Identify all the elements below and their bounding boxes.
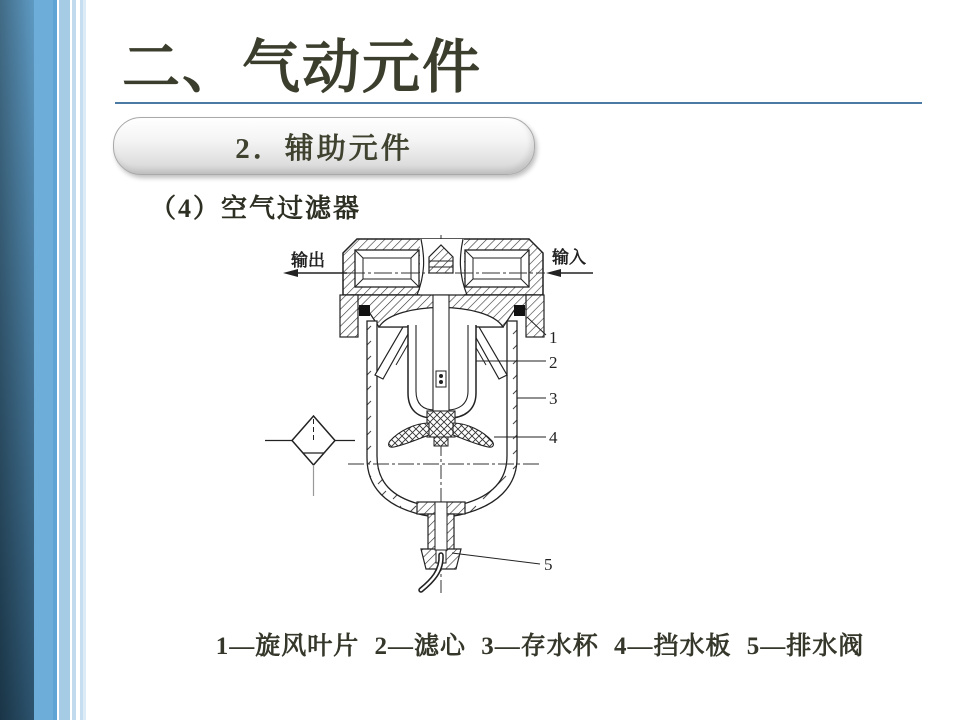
- side-lug-left: [340, 295, 358, 337]
- inlet-arrow-icon: [546, 269, 561, 277]
- slide-subtitle: （4）空气过滤器: [150, 194, 362, 223]
- seal-left: [359, 305, 370, 316]
- baffle-plate: [389, 411, 494, 447]
- outlet-label: 输出: [291, 251, 325, 270]
- stripe-bar: [83, 0, 86, 720]
- seal-right: [514, 305, 525, 316]
- left-stripe-decoration: [0, 0, 90, 720]
- inlet-label: 输入: [552, 248, 586, 267]
- outlet-arrow-icon: [283, 269, 298, 277]
- filter-symbol: [265, 416, 355, 496]
- stripe-bar: [53, 0, 57, 720]
- section-badge: 2．辅助元件: [113, 117, 535, 175]
- stripe-bar: [34, 0, 53, 720]
- outlet-label-group: [283, 250, 347, 277]
- title-divider: [115, 102, 922, 104]
- inlet-port: [465, 250, 529, 287]
- callout-number-4: 4: [549, 428, 558, 447]
- inlet-label-group: [546, 247, 593, 277]
- center-stem: [433, 295, 449, 418]
- figure-caption: 1—旋风叶片 2—滤心 3—存水杯 4—挡水板 5—排水阀: [215, 633, 865, 660]
- outlet-port: [355, 250, 419, 287]
- callout-number-5: 5: [544, 555, 553, 574]
- callout-number-2: 2: [549, 353, 558, 372]
- callout-number-1: 1: [549, 328, 558, 347]
- callout-number-3: 3: [549, 389, 558, 408]
- slide-title: 二、气动元件: [122, 35, 483, 100]
- stripe-bar: [0, 0, 34, 720]
- air-filter-diagram: [255, 233, 595, 601]
- stripe-bar: [59, 0, 70, 720]
- stripe-bar: [72, 0, 76, 720]
